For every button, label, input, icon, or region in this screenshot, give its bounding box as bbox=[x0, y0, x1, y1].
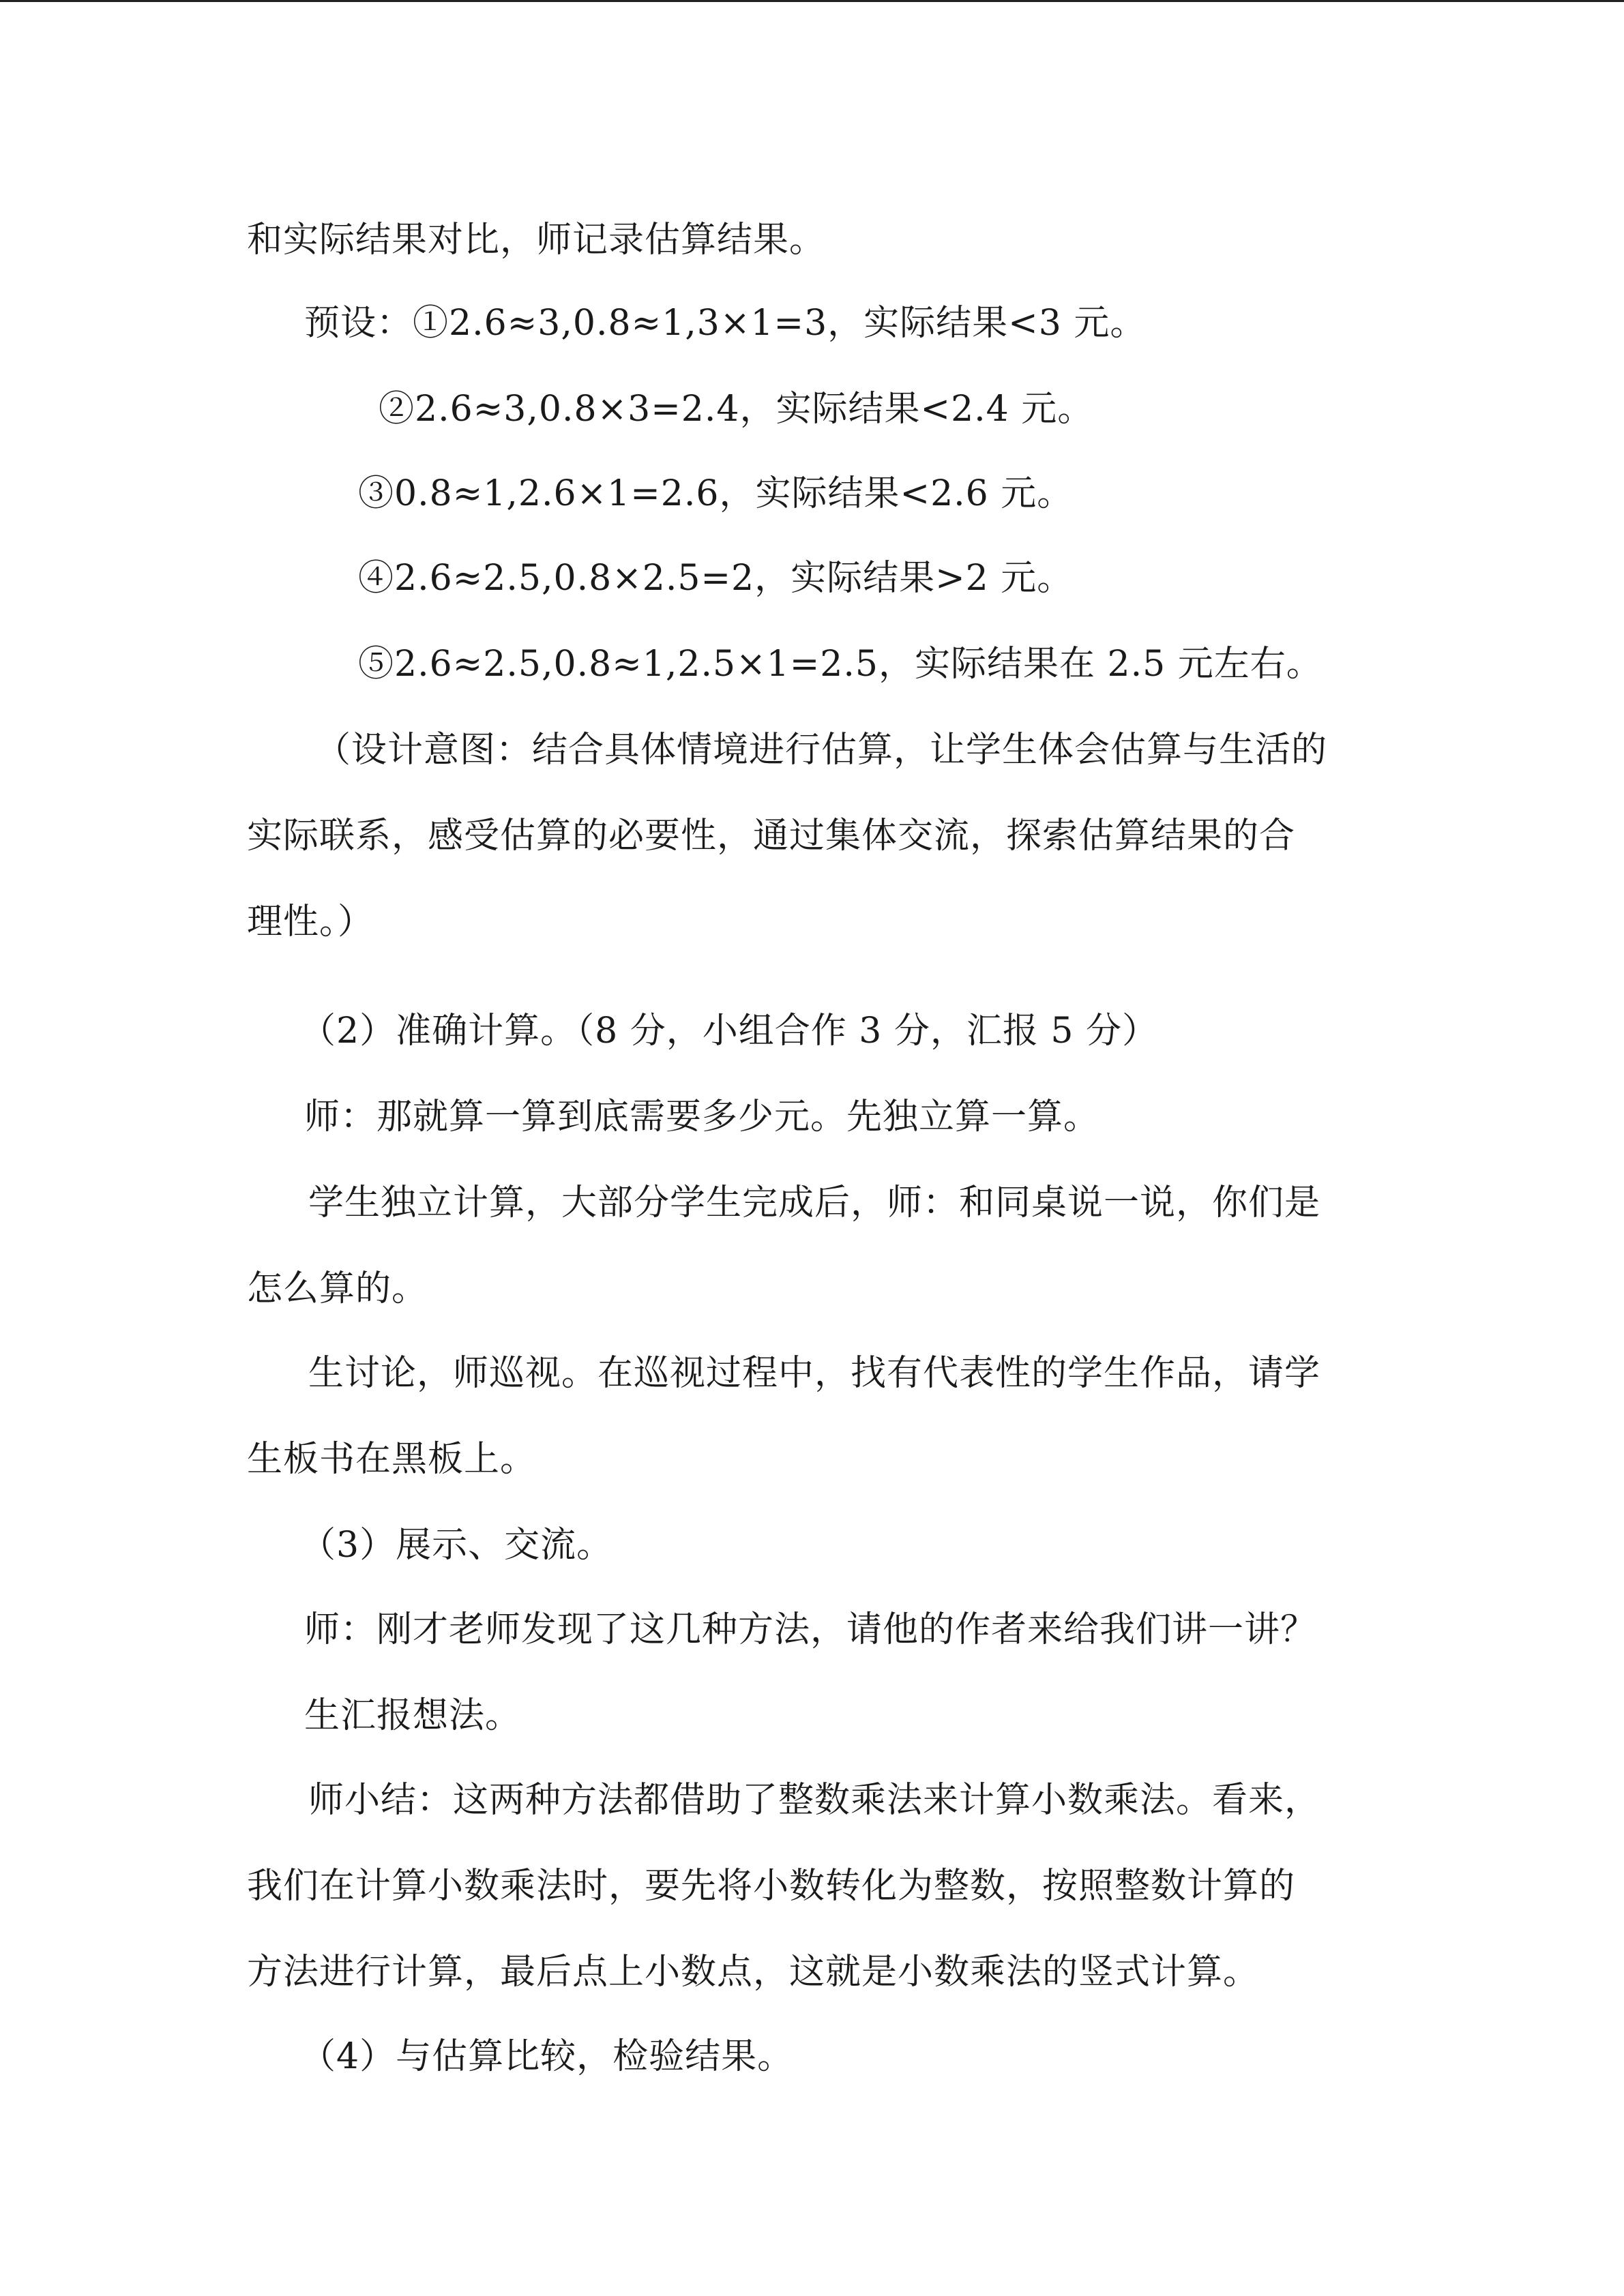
text-line: 生汇报想法。 bbox=[304, 1695, 522, 1736]
text-line: 师小结：这两种方法都借助了整数乘法来计算小数乘法。看来， bbox=[308, 1780, 1321, 1821]
text-line: 理性。） bbox=[247, 901, 374, 942]
text-line: ③0.8≈1,2.6×1=2.6，实际结果<2.6 元。 bbox=[358, 473, 1074, 514]
text-line: 师：刚才老师发现了这几种方法，请他的作者来给我们讲一讲？ bbox=[304, 1609, 1317, 1650]
text-line: 预设：①2.6≈3,0.8≈1,3×1=3，实际结果<3 元。 bbox=[304, 303, 1147, 344]
text-line: 师：那就算一算到底需要多少元。先独立算一算。 bbox=[304, 1097, 1100, 1137]
text-line: 和实际结果对比，师记录估算结果。 bbox=[247, 220, 826, 260]
text-line: 学生独立计算，大部分学生完成后，师：和同桌说一说，你们是 bbox=[308, 1182, 1321, 1223]
text-line: （2）准确计算。（8 分，小组合作 3 分，汇报 5 分） bbox=[300, 1011, 1158, 1052]
text-line: 方法进行计算，最后点上小数点，这就是小数乘法的竖式计算。 bbox=[247, 1952, 1260, 1993]
text-line: 生板书在黑板上。 bbox=[247, 1439, 537, 1480]
text-line: 实际联系，感受估算的必要性，通过集体交流，探索估算结果的合 bbox=[247, 816, 1296, 856]
text-line: ②2.6≈3,0.8×3=2.4，实际结果<2.4 元。 bbox=[379, 389, 1094, 430]
text-line: （设计意图：结合具体情境进行估算，让学生体会估算与生活的 bbox=[315, 730, 1328, 771]
text-line: 怎么算的。 bbox=[247, 1268, 428, 1309]
text-line: （3）展示、交流。 bbox=[300, 1525, 613, 1566]
text-line: 我们在计算小数乘法时，要先将小数转化为整数，按照整数计算的 bbox=[247, 1866, 1296, 1907]
page-top-border bbox=[0, 0, 1624, 2]
text-line: ④2.6≈2.5,0.8×2.5=2，实际结果>2 元。 bbox=[358, 558, 1074, 599]
text-line: （4）与估算比较，检验结果。 bbox=[300, 2036, 794, 2077]
text-line: 生讨论，师巡视。在巡视过程中，找有代表性的学生作品，请学 bbox=[308, 1353, 1321, 1394]
text-line: ⑤2.6≈2.5,0.8≈1,2.5×1=2.5，实际结果在 2.5 元左右。 bbox=[358, 644, 1323, 685]
